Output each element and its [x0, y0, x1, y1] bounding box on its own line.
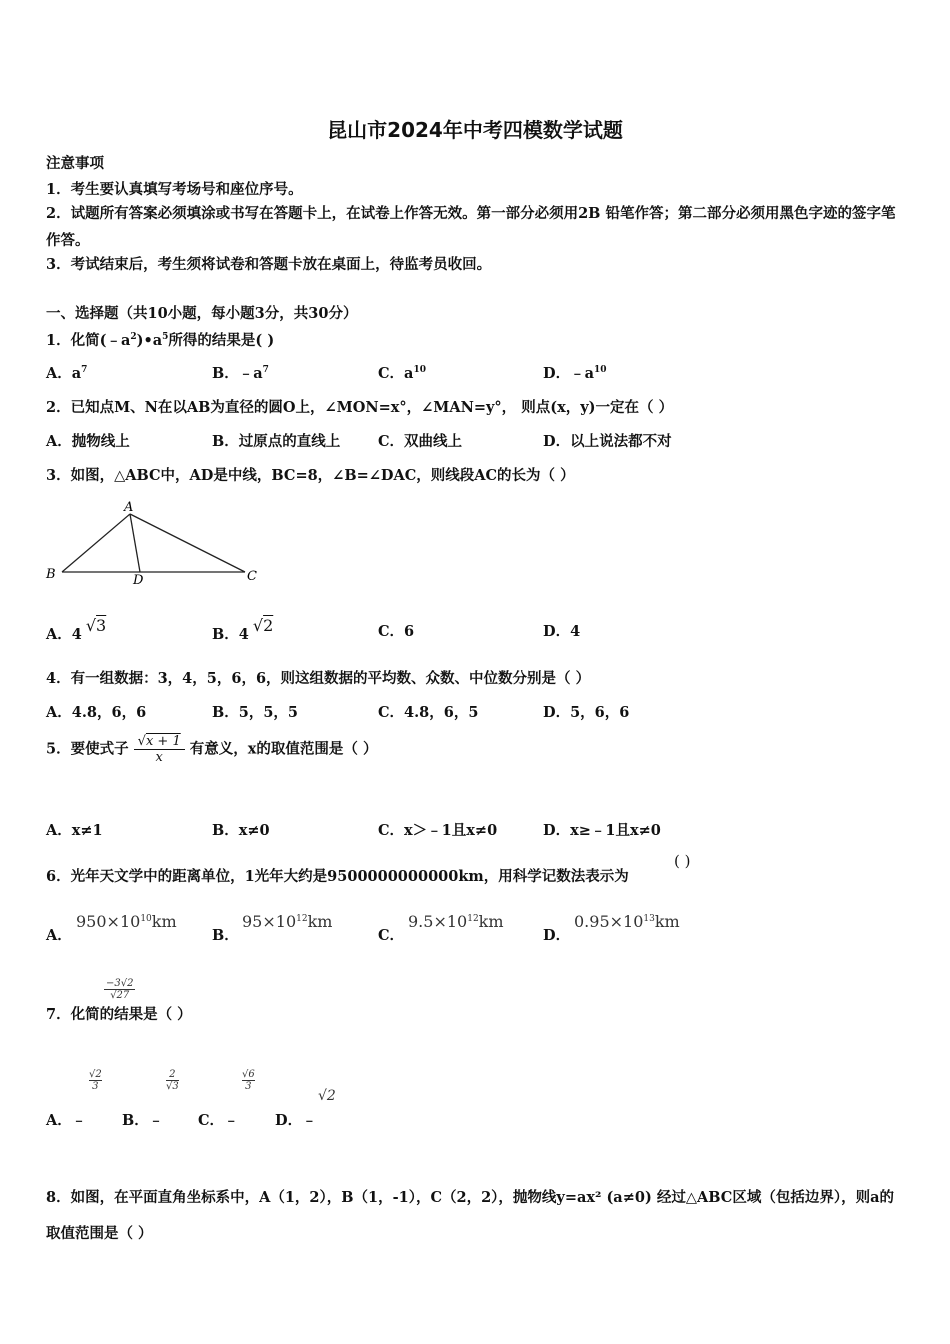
question-1-stem: 1．化简$(﹣a^2)•a^5$所得的结果是( )	[46, 332, 275, 349]
q7-option-c-fraction: √6 3	[242, 1069, 255, 1092]
q3-option-a[interactable]: A．4 √3	[46, 616, 107, 643]
q6-option-b-value[interactable]: $95\times 10^{12}km$	[242, 912, 333, 931]
page-title: 昆山市2024年中考四模数学试题	[327, 118, 623, 142]
q3-option-b[interactable]: B．4 √2	[212, 616, 274, 643]
q7-option-a-fraction: √2 3	[89, 1069, 102, 1092]
q7-fraction: −3√2 √27	[106, 978, 134, 1001]
q6-option-a-value[interactable]: $950\times 10^{10}km$	[76, 912, 177, 931]
q6-option-b-label[interactable]: B．	[212, 927, 239, 944]
q7-option-a[interactable]: A．﹣	[46, 1112, 87, 1129]
vertex-label-d: D	[133, 573, 144, 588]
q1-option-b[interactable]: B．$﹣a^7$	[212, 365, 269, 382]
q1-option-c[interactable]: C．$a^{10}$	[378, 365, 426, 382]
q6-option-d-value[interactable]: $0.95\times 10^{13}km$	[574, 912, 680, 931]
q5-option-a[interactable]: A．x≠1	[46, 822, 103, 839]
question-8-stem: 8．如图，在平面直角坐标系中，A（1，2），B（1，-1），C（2，2），抛物线y=ax² (a≠0) 经过△ABC区域（包括边界），则a的取值范围是（ ）	[46, 1189, 894, 1242]
q1-option-d[interactable]: D．$﹣a^{10}$	[543, 365, 607, 382]
q6-option-d-label[interactable]: D．	[543, 927, 571, 944]
q5-option-d[interactable]: D．x≥﹣1且x≠0	[543, 822, 661, 839]
notice-item-3: 3．考试结束后，考生须将试卷和答题卡放在桌面上，待监考员收回。	[46, 256, 492, 273]
q2-option-d[interactable]: D．以上说法都不对	[543, 433, 672, 450]
q3-option-c[interactable]: C．6	[378, 623, 415, 640]
notice-item-2: 2．试题所有答案必须填涂或书写在答题卡上，在试卷上作答无效。第一部分必须用2B 铅笔作答；第二部分必须用黑色字迹的签字笔作答。	[46, 205, 896, 249]
q5-fraction: $\frac{√x + 1}{x}$	[134, 734, 185, 765]
q7-option-c[interactable]: C．﹣	[198, 1112, 239, 1129]
q4-option-a[interactable]: A．4.8，6，6	[46, 704, 147, 721]
notice-item-1: 1．考生要认真填写考场号和座位序号。	[46, 181, 303, 198]
vertex-label-a: A	[124, 500, 134, 515]
q4-option-c[interactable]: C．4.8，6，5	[378, 704, 479, 721]
question-2-stem: 2．已知点M、N在以AB为直径的圆O上，∠MON=x°，∠MAN=y°， 则点(x，y)一定在（ ）	[46, 399, 674, 416]
question-4-stem: 4．有一组数据：3，4，5，6，6，则这组数据的平均数、众数、中位数分别是（ ）	[46, 670, 591, 687]
q6-answer-paren: ( )	[674, 852, 691, 870]
q4-option-d[interactable]: D．5，6，6	[543, 704, 630, 721]
triangle-figure	[40, 498, 270, 590]
q2-option-b[interactable]: B．过原点的直线上	[212, 433, 341, 450]
q2-option-a[interactable]: A．抛物线上	[46, 433, 130, 450]
question-6-stem: 6．光年天文学中的距离单位，1光年大约是9500000000000km，用科学记数法表示为	[46, 868, 629, 885]
q1-option-a[interactable]: A．$a^7$	[46, 365, 88, 382]
vertex-label-b: B	[46, 567, 56, 582]
q6-option-c-value[interactable]: $9.5\times 10^{12}km$	[408, 912, 504, 931]
question-3-stem: 3．如图，△ABC中，AD是中线，BC=8，∠B=∠DAC，则线段AC的长为（ ）	[46, 467, 575, 484]
side-ac	[130, 514, 245, 572]
notice-heading: 注意事项	[46, 155, 104, 172]
q4-option-b[interactable]: B．5，5，5	[212, 704, 299, 721]
q6-option-a-label[interactable]: A．	[46, 927, 72, 944]
q2-option-c[interactable]: C．双曲线上	[378, 433, 463, 450]
q5-option-c[interactable]: C．x＞﹣1且x≠0	[378, 822, 498, 839]
q7-option-d-radical: √2	[318, 1088, 336, 1104]
section-heading: 一、选择题（共10小题，每小题3分，共30分）	[46, 305, 358, 322]
q7-option-d[interactable]: D．﹣	[275, 1112, 317, 1129]
q7-option-b[interactable]: B．﹣	[122, 1112, 164, 1129]
q5-option-b[interactable]: B．x≠0	[212, 822, 270, 839]
q3-option-d[interactable]: D．4	[543, 623, 581, 640]
q7-option-b-fraction: 2 √3	[166, 1069, 179, 1092]
question-7-stem: 7．化简的结果是（ ）	[46, 1006, 192, 1023]
side-ab	[62, 514, 130, 572]
q6-option-c-label[interactable]: C．	[378, 927, 405, 944]
vertex-label-c: C	[247, 569, 257, 584]
median-ad	[130, 514, 140, 572]
question-5-stem: 5．要使式子 $\frac{√x + 1}{x}$ 有意义，x的取值范围是（ ）	[46, 734, 378, 765]
